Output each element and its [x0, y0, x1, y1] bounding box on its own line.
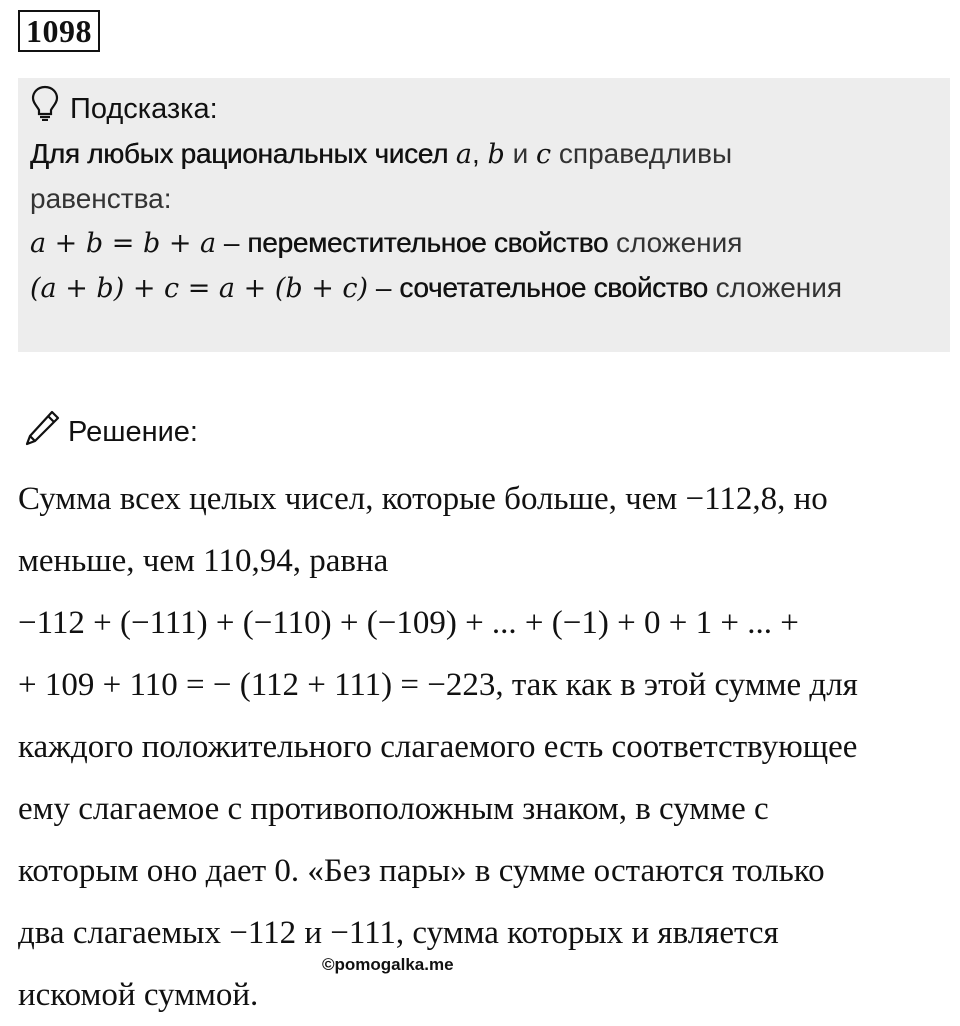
solution-line: каждого положительного слагаемого есть соответствующее [18, 729, 858, 765]
hint-line-4 [30, 266, 938, 311]
commutative-term: переместительное свойство [247, 227, 609, 258]
solution-line: два слагаемых −112 и −111, сумма которых и является [18, 915, 779, 951]
solution-line: + 109 + 110 = − (112 + 111) = −223, так как в этой сумме для [18, 667, 858, 703]
var-c: c [536, 139, 552, 170]
hint-box [18, 78, 950, 352]
conjunction-and: и [512, 138, 529, 169]
associative-formula: (a + b) + c = a + (b + c) [30, 273, 369, 304]
hint-line-4-rest: сложения [715, 272, 843, 303]
hint-line-2: равенства: [30, 183, 172, 214]
var-a: a [455, 139, 472, 170]
comma: , [471, 138, 480, 169]
solution-line: искомой суммой. [18, 977, 259, 1013]
solution-header [22, 408, 198, 456]
problem-number: 1098 [18, 10, 100, 52]
hint-line-1 [30, 132, 938, 177]
associative-term: сочетательное свойство [399, 272, 708, 303]
hint-title: Подсказка: [70, 93, 218, 125]
solution-title: Решение: [68, 415, 198, 448]
solution-line: ему слагаемое с противоположным знаком, в сумме с [18, 791, 769, 827]
commutative-formula: a + b = b + a [30, 228, 217, 259]
pencil-icon [22, 408, 68, 456]
solution-line: которым оно дает 0. «Без пары» в сумме остаются только [18, 853, 825, 889]
dash: – [375, 272, 392, 303]
var-b: b [487, 139, 505, 170]
dash: – [223, 227, 240, 258]
lightbulb-icon [30, 85, 70, 134]
solution-line: Сумма всех целых чисел, которые больше, чем −112,8, но [18, 481, 828, 517]
solution-text [18, 468, 948, 1026]
hint-header [30, 86, 938, 132]
hint-line-3-rest: сложения [615, 227, 743, 258]
solution-line: −112 + (−111) + (−110) + (−109) + ... + (−1) + 0 + 1 + ... + [18, 605, 799, 641]
watermark: ©pomogalka.me [322, 955, 454, 974]
hint-line-3 [30, 221, 938, 266]
hint-line-1-rest: справедливы [558, 138, 733, 169]
hint-bold-intro: Для любых рациональных чисел [30, 138, 449, 169]
solution-line: меньше, чем 110,94, равна [18, 543, 389, 579]
